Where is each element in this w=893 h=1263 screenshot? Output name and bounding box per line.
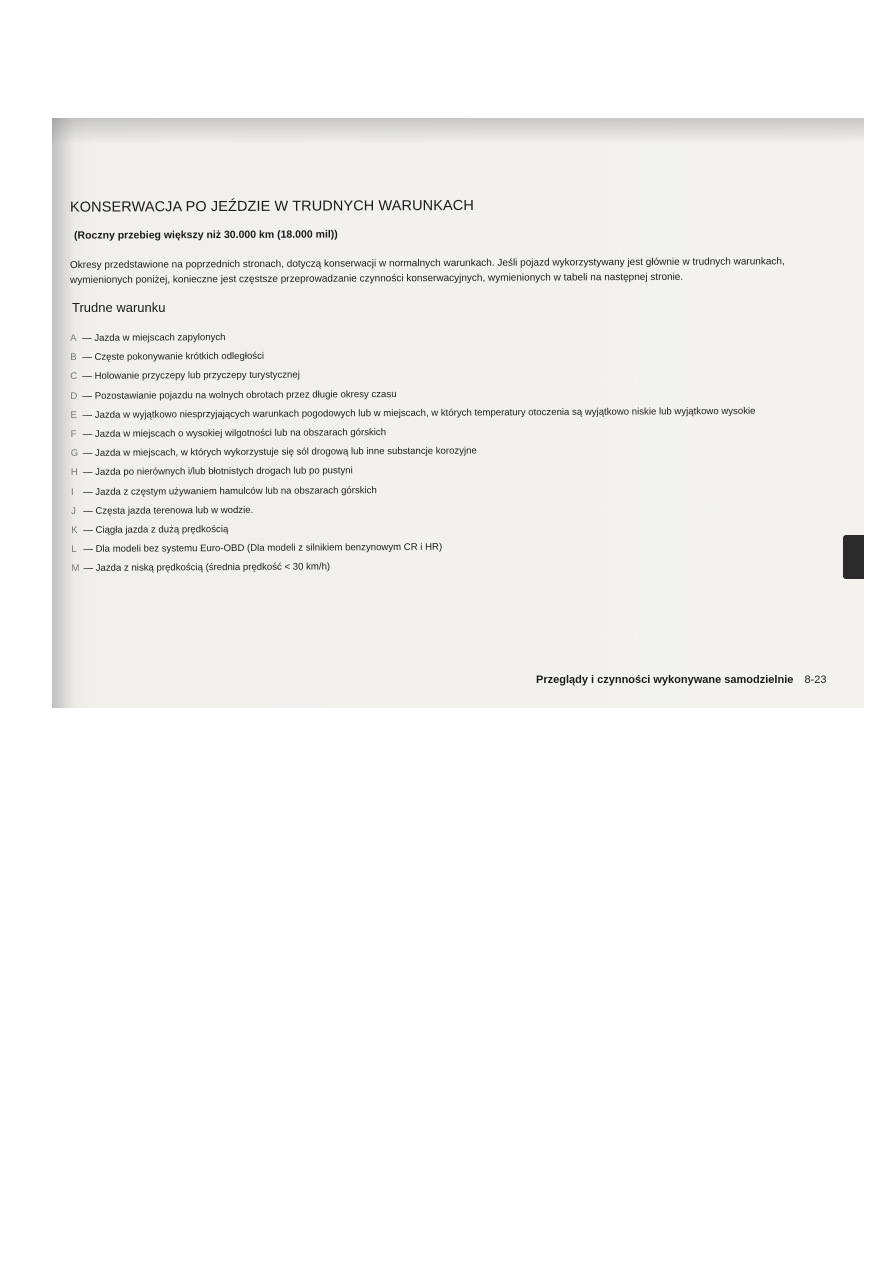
condition-separator: —	[82, 428, 93, 440]
condition-text: Jazda w wyjątkowo niesprzyjających warunkach pogodowych lub w miejscach, w których temperatury otoczenia są wyjątkowo niskie lub wyjątkowo wysokie	[94, 405, 756, 421]
page-subtitle: (Roczny przebieg większy niż 30.000 km (18.000 mil))	[73, 228, 338, 242]
section-heading: Trudne warunku	[72, 300, 166, 315]
conditions-list	[70, 324, 832, 578]
condition-text: Częste pokonywanie krótkich odległości	[94, 351, 265, 364]
condition-letter: G	[70, 448, 79, 460]
condition-separator: —	[83, 543, 93, 555]
condition-letter: L	[71, 544, 77, 556]
condition-separator: —	[82, 332, 92, 344]
condition-text: Holowanie przyczepy lub przyczepy turystycznej	[94, 369, 300, 383]
condition-letter: J	[71, 505, 76, 517]
page-content	[70, 198, 830, 578]
intro-paragraph: Okresy przedstawione na poprzednich stronach, dotyczą konserwacji w normalnych warunkach. Jeśli pojazd wykorzystywany jest głównie w trudnych warunkach, wymienionych poniżej, konieczne jest częstsze przeprowadzanie czynności konserwacyjnych, wymienionych w tabeli na następnej stronie.	[69, 256, 785, 286]
condition-separator: —	[83, 505, 93, 517]
condition-text: Pozostawianie pojazdu na wolnych obrotach przez długie okresy czasu	[94, 388, 397, 402]
condition-letter: D	[70, 390, 78, 402]
condition-text: Jazda po nierównych i/lub błotnistych drogach lub po pustyni	[95, 465, 353, 479]
condition-letter: C	[70, 371, 78, 383]
condition-text: Jazda z częstym używaniem hamulców lub na obszarach górskich	[95, 484, 377, 498]
condition-separator: —	[82, 447, 93, 460]
condition-separator: —	[82, 371, 92, 383]
condition-text: Jazda z niską prędkością (średnia prędkość < 30 km/h)	[95, 561, 331, 575]
condition-text: Częsta jazda terenowa lub w wodzie.	[95, 504, 254, 517]
condition-letter: H	[70, 467, 78, 479]
condition-text: Dla modeli bez systemu Euro-OBD (Dla modeli z silnikiem benzynowym CR i HR)	[95, 541, 443, 555]
condition-separator: —	[83, 524, 93, 536]
chapter-tab-marker	[843, 535, 864, 579]
condition-letter: A	[70, 332, 77, 344]
footer-section-name: Przeglądy i czynności wykonywane samodzielnie	[536, 674, 794, 686]
condition-text: Ciągła jazda z dużą prędkością	[95, 523, 229, 536]
condition-separator: —	[82, 352, 92, 364]
condition-letter: F	[70, 428, 77, 440]
condition-letter: E	[70, 409, 77, 421]
condition-separator: —	[83, 563, 94, 575]
condition-separator: —	[82, 467, 93, 479]
condition-letter: B	[70, 352, 77, 364]
condition-item	[71, 555, 831, 579]
page-shadow	[52, 118, 864, 144]
condition-letter: I	[70, 486, 74, 498]
page-number: 8-23	[804, 674, 827, 686]
condition-text: Jazda w miejscach zapylonych	[94, 332, 226, 344]
page-title: KONSERWACJA PO JEŹDZIE W TRUDNYCH WARUNKACH	[69, 197, 474, 216]
condition-text: Jazda w miejscach, w których wykorzystuje się sól drogową lub inne substancje korozyjne	[94, 445, 477, 459]
condition-letter: K	[71, 524, 78, 536]
condition-letter: M	[71, 563, 80, 575]
page-footer	[536, 674, 826, 686]
condition-text: Jazda w miejscach o wysokiej wilgotności lub na obszarach górskich	[94, 427, 387, 440]
condition-separator: —	[82, 486, 93, 498]
condition-separator: —	[82, 390, 93, 402]
condition-separator: —	[82, 409, 93, 421]
